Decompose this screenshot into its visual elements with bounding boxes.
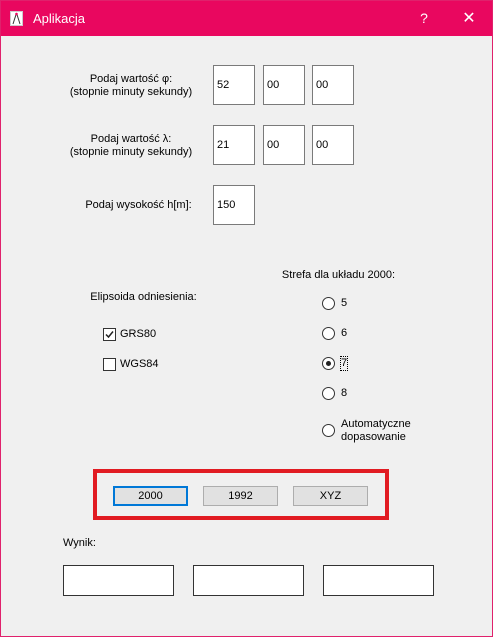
title-bar[interactable] [1,1,492,36]
height-label: Podaj wysokość h[m]: [85,199,192,211]
app-icon [10,11,23,26]
lambda-label: Podaj wartość λ: (stopnie minuty sekundy) [69,133,193,158]
phi-seconds-input[interactable] [312,65,354,105]
result-label: Wynik: [63,537,96,549]
wgs84-checkbox[interactable] [103,358,116,371]
zone-6-label: 6 [341,327,348,339]
zone-6-radio[interactable] [322,327,335,340]
phi-minutes-input[interactable] [263,65,305,105]
wgs84-label: WGS84 [120,358,159,370]
zone-8-label: 8 [341,387,348,399]
phi-label: Podaj wartość φ: (stopnie minuty sekundy) [69,73,193,98]
lambda-minutes-input[interactable] [263,125,305,165]
zone-7-radio[interactable] [322,357,335,370]
result-box-3 [323,565,434,596]
zone-8-radio[interactable] [322,387,335,400]
zone-title: Strefa dla układu 2000: [281,269,396,281]
convert-2000-button[interactable]: 2000 [113,486,188,506]
radio-selected-dot [326,361,331,366]
phi-degrees-input[interactable] [213,65,255,105]
checkmark-icon [105,330,114,339]
ellipsoid-title: Elipsoida odniesienia: [90,291,197,303]
close-button[interactable]: ✕ [462,10,476,27]
convert-xyz-button[interactable]: XYZ [293,486,368,506]
zone-auto-label: Automatyczne dopasowanie [341,418,411,443]
zone-5-radio[interactable] [322,297,335,310]
grs80-checkbox[interactable] [103,328,116,341]
result-box-1 [63,565,174,596]
result-box-2 [193,565,304,596]
lambda-degrees-input[interactable] [213,125,255,165]
window-title: Aplikacja [33,11,86,26]
help-button[interactable]: ? [420,10,428,26]
convert-1992-button[interactable]: 1992 [203,486,278,506]
zone-5-label: 5 [341,297,348,309]
height-input[interactable] [213,185,255,225]
zone-auto-radio[interactable] [322,424,335,437]
grs80-label: GRS80 [120,328,157,340]
lambda-seconds-input[interactable] [312,125,354,165]
zone-7-label: 7 [341,357,348,369]
